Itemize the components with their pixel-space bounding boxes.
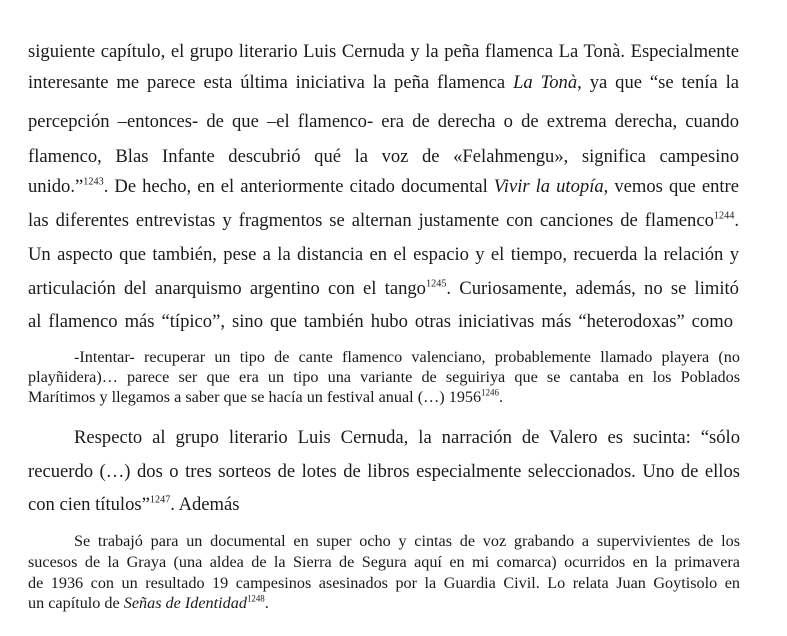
text-span: Marítimos y llegamos a saber que se hacía un festival anual (…) 1956 xyxy=(28,388,482,406)
text-span: interesante me parece esta última iniciativa la peña flamenca xyxy=(28,72,514,93)
text-span: un capítulo de xyxy=(28,594,124,612)
paragraph1-line1: siguiente capítulo, el grupo literario Luis Cernuda y la peña flamenca La Tonà. Especialmente xyxy=(28,41,739,62)
text-span: . Además xyxy=(170,494,240,515)
footnote-ref: 1244 xyxy=(713,210,735,222)
paragraph1-line5 xyxy=(28,176,739,198)
text-span: las diferentes entrevistas y fragmentos se alternan justamente con canciones de flamenco xyxy=(28,210,714,231)
text-span: unido.” xyxy=(28,176,84,197)
quote2-line3: de 1936 con un resultado 19 campesinos asesinados por la Guardia Civil. Lo relata Juan Goytisolo en xyxy=(28,574,740,592)
footnote-ref: 1243 xyxy=(83,176,104,188)
footnote-ref: 1246 xyxy=(481,387,499,398)
paragraph1-line8 xyxy=(28,278,739,300)
paragraph2-line1: Respecto al grupo literario Luis Cernuda, la narración de Valero es sucinta: “sólo xyxy=(74,427,740,448)
quote1-line2: playñidera)… parece ser que era un tipo una variante de seguiriya que se cantaba en los Poblados xyxy=(28,368,740,386)
quote1-line3 xyxy=(28,388,503,407)
paragraph1-line9: al flamenco más “típico”, sino que también hubo otras iniciativas más “heterodoxas” como xyxy=(28,311,733,332)
text-span: articulación del anarquismo argentino con el tango xyxy=(28,278,426,299)
paragraph1-line4: flamenco, Blas Infante descubrió qué la voz de «Felahmengu», significa campesino xyxy=(28,146,739,167)
paragraph1-line3: percepción –entonces- de que –el flamenco- era de derecha o de extrema derecha, cuando xyxy=(28,111,739,132)
paragraph2-line3 xyxy=(28,494,240,516)
text-span: . xyxy=(264,594,269,612)
paragraph1-line6 xyxy=(28,210,739,232)
quote2-line4 xyxy=(28,594,269,613)
text-span: . De hecho, en el anteriormente citado documental xyxy=(103,176,494,197)
quote2-line2: sucesos de la Graya (una aldea de la Sierra de Segura aquí en mi comarca) ocurridos en la primavera xyxy=(28,553,740,571)
footnote-ref: 1248 xyxy=(246,593,265,604)
quote2-line1: Se trabajó para un documental en super ocho y cintas de voz grabando a supervivientes de los xyxy=(74,532,740,550)
footnote-ref: 1245 xyxy=(425,278,447,290)
paragraph1-line2 xyxy=(28,72,739,94)
text-span: . xyxy=(498,388,503,406)
text-span: con cien títulos” xyxy=(28,494,150,515)
quote1-line1: -Intentar- recuperar un tipo de cante flamenco valenciano, probablemente llamado playera (no xyxy=(74,348,740,366)
text-span: . Curiosamente, además, no se limitó xyxy=(446,278,739,299)
text-span: , ya que “se tenía la xyxy=(577,72,739,93)
text-span: . xyxy=(734,210,739,231)
italic-title: Vivir la utopía xyxy=(493,176,604,197)
paragraph2-line2: recuerdo (…) dos o tres sorteos de lotes de libros especialmente seleccionados. Uno de ellos xyxy=(28,461,740,482)
text-span: , vemos que entre xyxy=(603,176,739,197)
footnote-ref: 1247 xyxy=(149,494,171,506)
paragraph1-line7: Un aspecto que también, pese a la distancia en el espacio y el tiempo, recuerda la relación y xyxy=(28,244,739,265)
italic-title: Señas de Identidad xyxy=(123,594,247,612)
italic-title: La Tonà xyxy=(513,72,578,93)
